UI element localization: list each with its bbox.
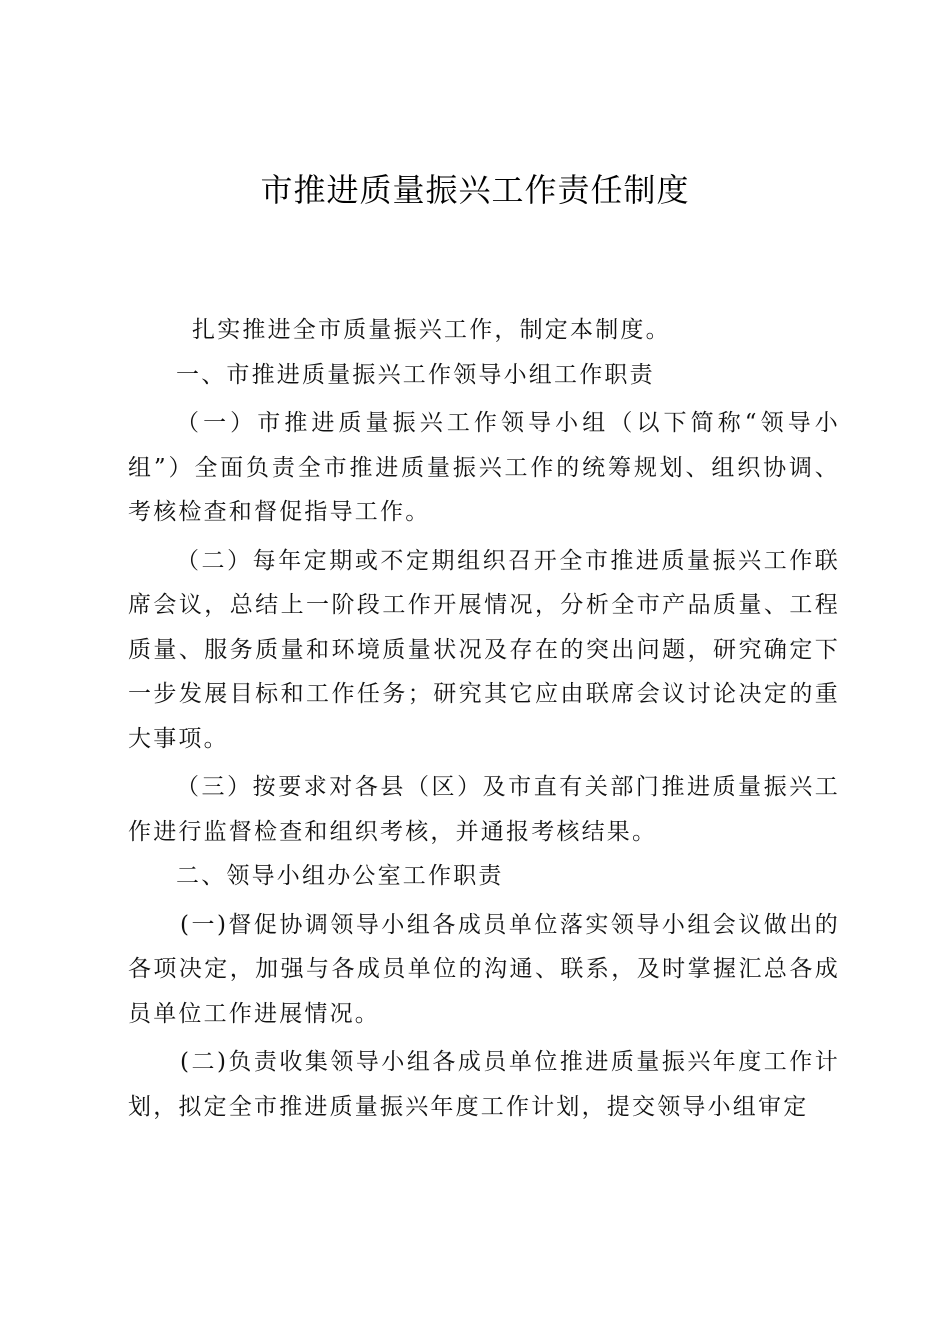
clause-paragraph: (一)督促协调领导小组各成员单位落实领导小组会议做出的各项决定，加强与各成员单位的沟通、联系，及时掌握汇总各成员单位工作进展情况。 [128,911,840,1027]
intro-paragraph: 扎实推进全市质量振兴工作，制定本制度。 [192,317,671,343]
clause-paragraph: （一）市推进质量振兴工作领导小组（以下简称“领导小组”）全面负责全市推进质量振兴工作的统筹规划、组织协调、考核检查和督促指导工作。 [128,410,840,525]
document-body [128,308,840,1129]
section-heading-2: 二、领导小组办公室工作职责 [176,863,504,889]
clause-paragraph: （三）按要求对各县（区）及市直有关部门推进质量振兴工作进行监督检查和组织考核，并通报考核结果。 [128,774,840,845]
clause-paragraph: (二)负责收集领导小组各成员单位推进质量振兴年度工作计划，拟定全市推进质量振兴年度工作计划，提交领导小组审定 [128,1049,840,1120]
document-title: 市推进质量振兴工作责任制度 [260,171,690,209]
section-heading-1: 一、市推进质量振兴工作领导小组工作职责 [176,361,655,388]
clause-paragraph: （二）每年定期或不定期组织召开全市推进质量振兴工作联席会议，总结上一阶段工作开展情况，分析全市产品质量、工程质量、服务质量和环境质量状况及存在的突出问题，研究确定下一步发展目标和工作任务；研究其它应由联席会议讨论决定的重大事项。 [128,547,840,752]
